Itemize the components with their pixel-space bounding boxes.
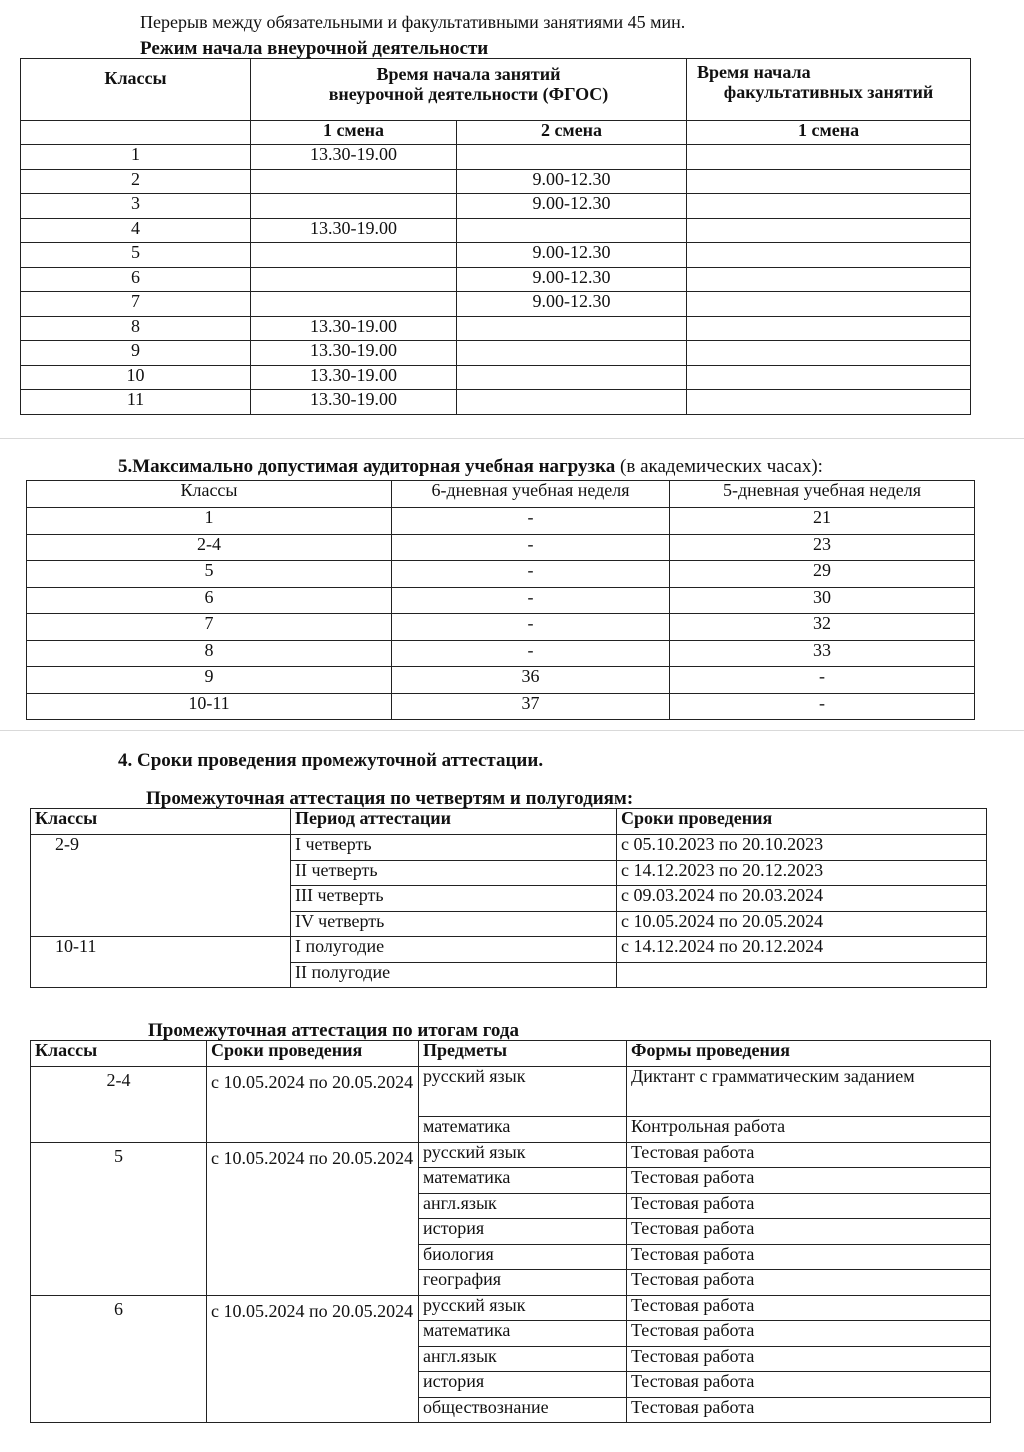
class-cell: 5 (21, 243, 251, 268)
shift2-cell: 9.00-12.30 (457, 267, 687, 292)
break-note: Перерыв между обязательными и факультативными занятиями 45 мин. (140, 12, 686, 32)
header-fac-line1: Время начала (697, 62, 811, 82)
header-facultative (687, 59, 971, 121)
form-cell: Тестовая работа (627, 1295, 991, 1321)
shift1-cell: 13.30-19.00 (251, 390, 457, 415)
period-cell: I полугодие (291, 937, 617, 963)
table-row (27, 640, 975, 667)
period-cell: IV четверть (291, 911, 617, 937)
shift2-cell (457, 365, 687, 390)
class-cell: 2-4 (31, 1067, 207, 1143)
table-row (27, 667, 975, 694)
five-day-cell: 33 (670, 640, 975, 667)
subject-cell: русский язык (419, 1295, 627, 1321)
form-cell: Тестовая работа (627, 1244, 991, 1270)
shift1-cell: 13.30-19.00 (251, 341, 457, 366)
header-six-day: 6-дневная учебная неделя (392, 481, 670, 508)
dates-cell: с 10.05.2024 по 20.05.2024 (617, 911, 987, 937)
table-row (21, 267, 971, 292)
class-cell: 9 (27, 667, 392, 694)
form-cell: Тестовая работа (627, 1168, 991, 1194)
five-day-cell: 23 (670, 534, 975, 561)
class-cell: 7 (27, 614, 392, 641)
class-cell: 11 (21, 390, 251, 415)
header-fgos-line1: Время начала занятий (376, 64, 561, 84)
facultative-cell (687, 267, 971, 292)
five-day-cell: - (670, 693, 975, 720)
dates-cell: с 14.12.2023 по 20.12.2023 (617, 860, 987, 886)
table-row (27, 614, 975, 641)
header-classes: Классы (31, 809, 291, 835)
facultative-cell (687, 145, 971, 170)
shift2-cell (457, 316, 687, 341)
period-cell: I четверть (291, 835, 617, 861)
shift1-cell: 13.30-19.00 (251, 365, 457, 390)
subject-cell: математика (419, 1117, 627, 1143)
header-empty (21, 121, 251, 145)
table-row (21, 121, 971, 145)
class-cell: 1 (27, 508, 392, 535)
class-cell: 6 (21, 267, 251, 292)
dates-cell: с 10.05.2024 по 20.05.2024 (207, 1142, 419, 1295)
shift2-cell (457, 341, 687, 366)
subject-cell: география (419, 1270, 627, 1296)
header-fac-shift1: 1 смена (687, 121, 971, 145)
header-five-day: 5-дневная учебная неделя (670, 481, 975, 508)
facultative-cell (687, 194, 971, 219)
class-cell: 8 (27, 640, 392, 667)
subject-cell: англ.язык (419, 1193, 627, 1219)
facultative-cell (687, 218, 971, 243)
header-forms: Формы проведения (627, 1041, 991, 1067)
class-cell: 2-4 (27, 534, 392, 561)
shift1-cell (251, 267, 457, 292)
six-day-cell: - (392, 614, 670, 641)
table-row (21, 390, 971, 415)
extracurricular-table (20, 58, 971, 415)
six-day-cell: - (392, 587, 670, 614)
header-period: Период аттестации (291, 809, 617, 835)
header-classes: Классы (21, 59, 251, 121)
class-cell: 5 (27, 561, 392, 588)
class-cell: 10 (21, 365, 251, 390)
shift1-cell: 13.30-19.00 (251, 145, 457, 170)
load-title (118, 456, 823, 478)
table-row (31, 937, 987, 963)
five-day-cell: 21 (670, 508, 975, 535)
class-cell: 9 (21, 341, 251, 366)
subject-cell: англ.язык (419, 1346, 627, 1372)
subject-cell: русский язык (419, 1142, 627, 1168)
shift2-cell (457, 145, 687, 170)
header-dates: Сроки проведения (207, 1041, 419, 1067)
table-row (27, 534, 975, 561)
shift2-cell: 9.00-12.30 (457, 292, 687, 317)
dates-cell: с 10.05.2024 по 20.05.2024 (207, 1295, 419, 1423)
facultative-cell (687, 365, 971, 390)
class-cell: 10-11 (27, 693, 392, 720)
period-cell: II полугодие (291, 962, 617, 988)
subject-cell: математика (419, 1168, 627, 1194)
shift1-cell (251, 243, 457, 268)
table-row (21, 341, 971, 366)
six-day-cell: - (392, 508, 670, 535)
header-classes: Классы (27, 481, 392, 508)
load-table (26, 480, 975, 720)
class-cell: 2-9 (31, 835, 291, 937)
class-cell: 10-11 (31, 937, 291, 988)
header-fgos (251, 59, 687, 121)
class-cell: 6 (27, 587, 392, 614)
period-cell: III четверть (291, 886, 617, 912)
shift1-cell: 13.30-19.00 (251, 218, 457, 243)
attestation-section-title: 4. Сроки проведения промежуточной аттестации. (118, 750, 544, 771)
six-day-cell: - (392, 640, 670, 667)
yearly-title: Промежуточная аттестация по итогам года (148, 1020, 519, 1041)
table-row (31, 1295, 991, 1321)
quarters-title: Промежуточная аттестация по четвертям и полугодиям: (146, 788, 634, 809)
five-day-cell: 29 (670, 561, 975, 588)
six-day-cell: - (392, 534, 670, 561)
shift1-cell (251, 194, 457, 219)
subject-cell: история (419, 1219, 627, 1245)
load-title-bold: 5.Максимально допустимая аудиторная учебная нагрузка (118, 456, 616, 477)
table-row (27, 693, 975, 720)
table-row (31, 1142, 991, 1168)
scan-fold-line (0, 730, 1024, 731)
load-title-normal: (в академических часах): (615, 456, 823, 477)
table-row (27, 508, 975, 535)
class-cell: 3 (21, 194, 251, 219)
shift1-cell (251, 292, 457, 317)
header-shift1: 1 смена (251, 121, 457, 145)
shift2-cell (457, 390, 687, 415)
form-cell: Тестовая работа (627, 1270, 991, 1296)
header-classes: Классы (31, 1041, 207, 1067)
form-cell: Тестовая работа (627, 1346, 991, 1372)
table-row (31, 809, 987, 835)
table-row (31, 1041, 991, 1067)
facultative-cell (687, 341, 971, 366)
form-cell: Тестовая работа (627, 1142, 991, 1168)
table-row (31, 1067, 991, 1117)
five-day-cell: 32 (670, 614, 975, 641)
period-cell: II четверть (291, 860, 617, 886)
subject-cell: математика (419, 1321, 627, 1347)
shift2-cell: 9.00-12.30 (457, 169, 687, 194)
table-row (21, 218, 971, 243)
table-row (21, 145, 971, 170)
dates-cell: с 14.12.2024 по 20.12.2024 (617, 937, 987, 963)
table-row (31, 835, 987, 861)
form-cell: Тестовая работа (627, 1397, 991, 1423)
table-row (21, 292, 971, 317)
facultative-cell (687, 169, 971, 194)
table-row (21, 243, 971, 268)
class-cell: 8 (21, 316, 251, 341)
class-cell: 1 (21, 145, 251, 170)
five-day-cell: 30 (670, 587, 975, 614)
header-shift2: 2 смена (457, 121, 687, 145)
shift1-cell: 13.30-19.00 (251, 316, 457, 341)
table-row (27, 587, 975, 614)
table-row (21, 59, 971, 121)
header-fgos-line2: внеурочной деятельности (ФГОС) (328, 83, 609, 104)
class-cell: 7 (21, 292, 251, 317)
subject-cell: русский язык (419, 1067, 627, 1117)
table-row (21, 365, 971, 390)
quarters-table (30, 808, 987, 988)
dates-cell: с 10.05.2024 по 20.05.2024 (207, 1067, 419, 1143)
form-cell: Тестовая работа (627, 1372, 991, 1398)
shift2-cell: 9.00-12.30 (457, 243, 687, 268)
header-fac-line2: факультативных занятий (723, 81, 934, 102)
facultative-cell (687, 292, 971, 317)
shift2-cell: 9.00-12.30 (457, 194, 687, 219)
header-dates: Сроки проведения (617, 809, 987, 835)
table-row (21, 194, 971, 219)
facultative-cell (687, 243, 971, 268)
facultative-cell (687, 316, 971, 341)
extracurricular-title: Режим начала внеурочной деятельности (140, 38, 489, 59)
dates-cell: с 05.10.2023 по 20.10.2023 (617, 835, 987, 861)
form-cell: Диктант с грамматическим заданием (627, 1067, 991, 1117)
form-cell: Тестовая работа (627, 1193, 991, 1219)
class-cell: 6 (31, 1295, 207, 1423)
scan-fold-line (0, 438, 1024, 439)
table-row (27, 481, 975, 508)
six-day-cell: - (392, 561, 670, 588)
shift2-cell (457, 218, 687, 243)
five-day-cell: - (670, 667, 975, 694)
subject-cell: обществознание (419, 1397, 627, 1423)
six-day-cell: 37 (392, 693, 670, 720)
form-cell: Тестовая работа (627, 1321, 991, 1347)
subject-cell: биология (419, 1244, 627, 1270)
yearly-table (30, 1040, 991, 1423)
table-row (21, 169, 971, 194)
facultative-cell (687, 390, 971, 415)
six-day-cell: 36 (392, 667, 670, 694)
form-cell: Тестовая работа (627, 1219, 991, 1245)
class-cell: 2 (21, 169, 251, 194)
dates-cell: с 09.03.2024 по 20.03.2024 (617, 886, 987, 912)
subject-cell: история (419, 1372, 627, 1398)
table-row (27, 561, 975, 588)
dates-cell (617, 962, 987, 988)
form-cell: Контрольная работа (627, 1117, 991, 1143)
header-subjects: Предметы (419, 1041, 627, 1067)
shift1-cell (251, 169, 457, 194)
class-cell: 5 (31, 1142, 207, 1295)
class-cell: 4 (21, 218, 251, 243)
table-row (21, 316, 971, 341)
